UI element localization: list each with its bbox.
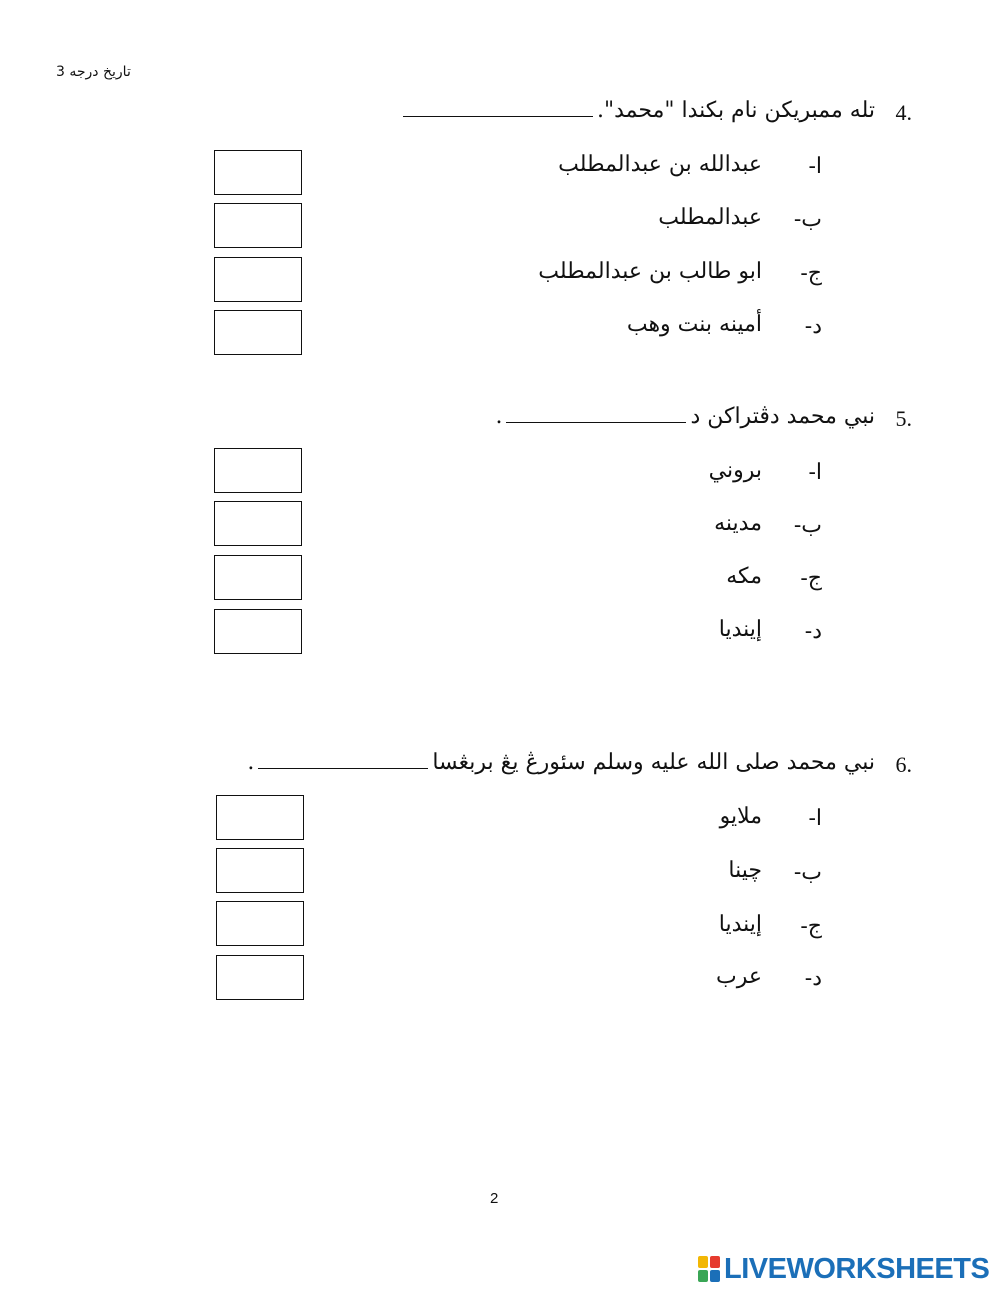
option-text: چينا	[728, 858, 762, 883]
answer-checkbox[interactable]	[214, 448, 302, 493]
option-text: مدينه	[714, 511, 762, 536]
option-letter: د-	[804, 314, 822, 339]
option-letter: د-	[804, 619, 822, 644]
option-text: بروني	[708, 458, 762, 483]
worksheet-header: تاريخ درجه 3	[56, 64, 131, 80]
answer-checkbox[interactable]	[214, 555, 302, 600]
answer-checkbox[interactable]	[214, 501, 302, 546]
answer-checkbox[interactable]	[214, 203, 302, 248]
option-letter: د-	[804, 966, 822, 991]
option-text: أمينه بنت وهب	[626, 312, 762, 337]
question-text	[247, 750, 875, 775]
answer-checkbox[interactable]	[216, 955, 304, 1000]
question-text	[495, 404, 875, 429]
option-letter: ا-	[808, 154, 822, 179]
page-number: 2	[490, 1190, 499, 1207]
answer-blank	[506, 422, 686, 423]
option-text: مكه	[726, 564, 762, 589]
option-text: عرب	[716, 964, 762, 989]
logo-text: LIVEWORKSHEETS	[724, 1252, 990, 1285]
question-text	[399, 98, 875, 123]
option-text: ملايو	[719, 804, 762, 829]
answer-checkbox[interactable]	[216, 848, 304, 893]
option-letter: ا-	[808, 460, 822, 485]
option-text: ابو طالب بن عبدالمطلب	[538, 259, 762, 284]
option-letter: ج-	[800, 566, 822, 591]
answer-checkbox[interactable]	[216, 795, 304, 840]
option-text: عبدالمطلب	[658, 205, 762, 230]
question-number: 6.	[895, 752, 912, 777]
answer-blank	[258, 768, 428, 769]
option-text: عبدالله بن عبدالمطلب	[558, 152, 762, 177]
answer-blank	[403, 116, 593, 117]
question-number: 4.	[895, 100, 912, 125]
answer-checkbox[interactable]	[214, 310, 302, 355]
question-text-part: .	[495, 404, 503, 429]
question-text-part: تله ممبريكن نام بكندا "محمد".	[597, 98, 875, 123]
answer-checkbox[interactable]	[216, 901, 304, 946]
answer-checkbox[interactable]	[214, 609, 302, 654]
option-letter: ب-	[793, 513, 822, 538]
option-letter: ج-	[800, 261, 822, 286]
option-letter: ب-	[793, 207, 822, 232]
logo-blocks-icon	[698, 1256, 720, 1282]
question-text-part: نبي محمد دڤتراكن د	[690, 404, 875, 429]
answer-checkbox[interactable]	[214, 257, 302, 302]
liveworksheets-logo	[698, 1253, 989, 1285]
option-text: إينديا	[718, 912, 762, 937]
question-text-part: نبي محمد صلى الله عليه وسلم سئورڠ يڠ بربڠسا	[432, 750, 875, 775]
option-letter: ب-	[793, 860, 822, 885]
answer-checkbox[interactable]	[214, 150, 302, 195]
option-letter: ا-	[808, 806, 822, 831]
question-text-part: .	[247, 750, 255, 775]
option-text: إينديا	[718, 617, 762, 642]
question-number: 5.	[895, 406, 912, 431]
option-letter: ج-	[800, 914, 822, 939]
